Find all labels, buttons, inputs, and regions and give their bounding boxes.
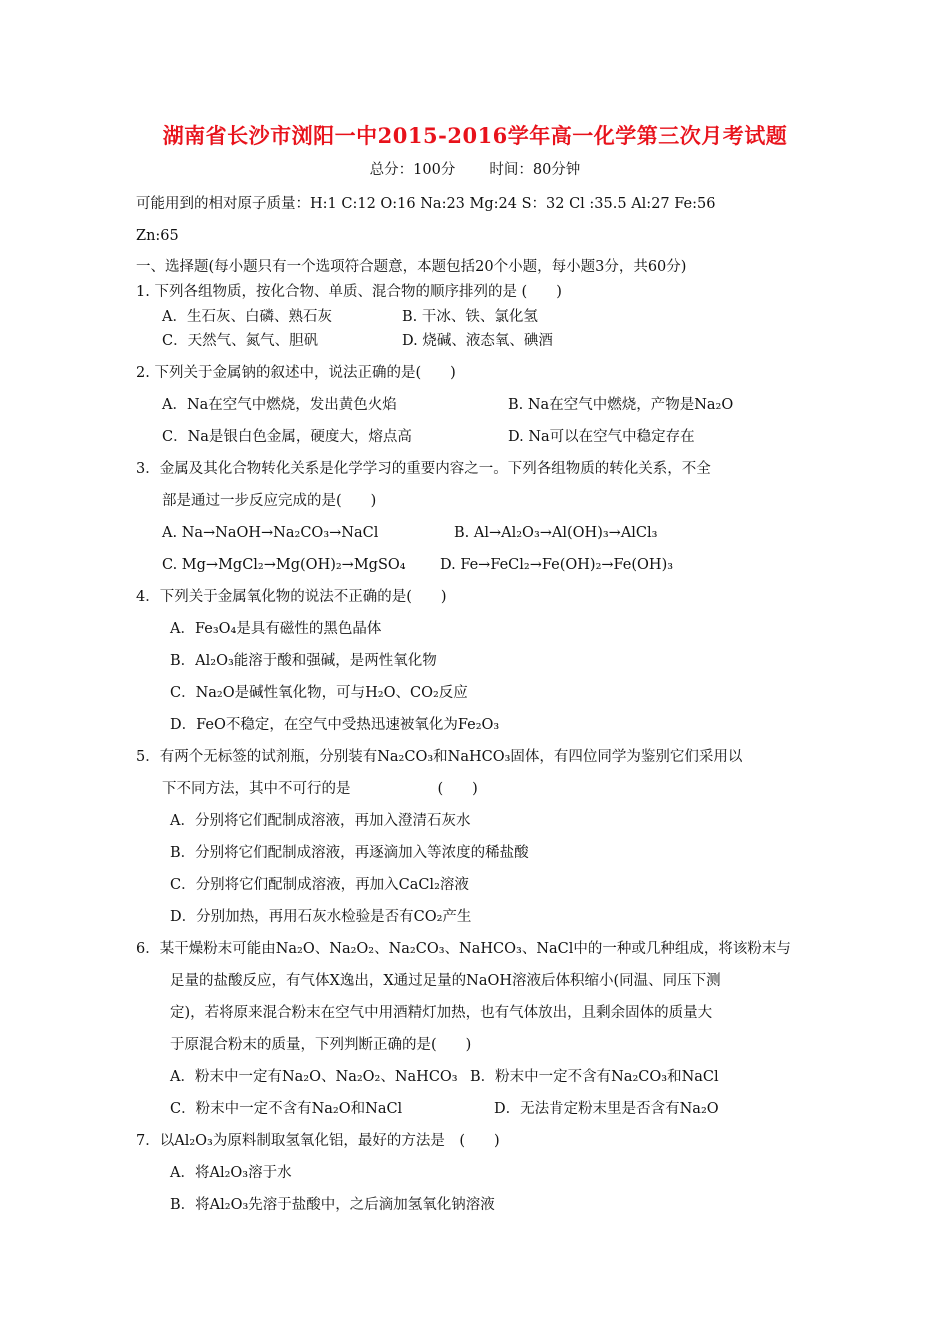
exam-info — [0, 158, 950, 179]
question-5-option-b: B．分别将它们配制成溶液，再逐滴加入等浓度的稀盐酸 — [170, 845, 529, 861]
section-heading: 一、选择题(每小题只有一个选项符合题意，本题包括20个小题，每小题3分，共60分) — [136, 259, 687, 275]
question-6-stem-line-2: 足量的盐酸反应，有气体X逸出，X通过足量的NaOH溶液后体积缩小(同温、同压下测 — [170, 973, 721, 989]
question-4-option-d: D．FeO不稳定，在空气中受热迅速被氧化为Fe₂O₃ — [170, 717, 500, 733]
question-3-option-d: D. Fe→FeCl₂→Fe(OH)₂→Fe(OH)₃ — [440, 557, 674, 573]
question-1-option-d: D. 烧碱、液态氧、碘酒 — [402, 333, 553, 349]
question-4-stem: 4．下列关于金属氧化物的说法不正确的是( ) — [136, 589, 447, 605]
question-3-option-c: C. Mg→MgCl₂→Mg(OH)₂→MgSO₄ — [162, 557, 406, 573]
question-5-option-a: A．分别将它们配制成溶液，再加入澄清石灰水 — [170, 813, 471, 829]
question-5-option-d: D．分别加热，再用石灰水检验是否有CO₂产生 — [170, 909, 472, 925]
question-6-option-a: A．粉末中一定有Na₂O、Na₂O₂、NaHCO₃ — [170, 1069, 458, 1085]
question-3-stem-line-2: 部是通过一步反应完成的是( ) — [162, 493, 377, 509]
question-5-stem-line-1: 5．有两个无标签的试剂瓶，分别装有Na₂CO₃和NaHCO₃固体，有四位同学为鉴别它们采用以 — [136, 749, 743, 765]
question-1-option-b: B. 干冰、铁、氯化氢 — [402, 309, 538, 325]
question-4-option-c: C．Na₂O是碱性氧化物，可与H₂O、CO₂反应 — [170, 685, 468, 701]
exam-time: 时间：80分钟 — [489, 162, 581, 178]
question-6-stem-line-3: 定)，若将原来混合粉末在空气中用酒精灯加热，也有气体放出，且剩余固体的质量大 — [170, 1005, 713, 1021]
question-1-option-c: C．天然气、氮气、胆矾 — [162, 333, 319, 349]
question-2-option-b: B. Na在空气中燃烧，产物是Na₂O — [508, 397, 734, 413]
question-2-option-d: D. Na可以在空气中稳定存在 — [508, 429, 695, 445]
question-6-option-c: C．粉末中一定不含有Na₂O和NaCl — [170, 1101, 403, 1117]
question-6-option-b: B．粉末中一定不含有Na₂CO₃和NaCl — [470, 1069, 719, 1085]
question-6-stem-line-1: 6．某干燥粉末可能由Na₂O、Na₂O₂、Na₂CO₃、NaHCO₃、NaCl中的一种或几种组成，将该粉末与 — [136, 941, 791, 957]
question-7-option-b: B．将Al₂O₃先溶于盐酸中，之后滴加氢氧化钠溶液 — [170, 1197, 495, 1213]
question-1-option-a: A．生石灰、白磷、熟石灰 — [162, 309, 332, 325]
question-2-option-c: C．Na是银白色金属，硬度大，熔点高 — [162, 429, 412, 445]
page-title: 湖南省长沙市浏阳一中2015-2016学年高一化学第三次月考试题 — [162, 123, 788, 148]
question-6-option-d: D．无法肯定粉末里是否含有Na₂O — [494, 1101, 719, 1117]
question-4-option-a: A．Fe₃O₄是具有磁性的黑色晶体 — [170, 621, 382, 637]
total-score: 总分：100分 — [369, 162, 456, 178]
question-1-stem: 1. 下列各组物质，按化合物、单质、混合物的顺序排列的是 ( ) — [136, 284, 562, 300]
question-4-option-b: B．Al₂O₃能溶于酸和强碱，是两性氧化物 — [170, 653, 437, 669]
question-5-option-c: C．分别将它们配制成溶液，再加入CaCl₂溶液 — [170, 877, 469, 893]
atomic-mass-line-1: 可能用到的相对原子质量：H:1 C:12 O:16 Na:23 Mg:24 S：32 Cl :35.5 Al:27 Fe:56 — [136, 196, 716, 212]
question-2-option-a: A．Na在空气中燃烧，发出黄色火焰 — [162, 397, 397, 413]
question-3-option-a: A. Na→NaOH→Na₂CO₃→NaCl — [162, 525, 379, 541]
question-2-stem: 2. 下列关于金属钠的叙述中，说法正确的是( ) — [136, 365, 456, 381]
question-6-stem-line-4: 于原混合粉末的质量，下列判断正确的是( ) — [170, 1037, 472, 1053]
question-7-stem: 7．以Al₂O₃为原料制取氢氧化铝，最好的方法是 ( ) — [136, 1133, 500, 1149]
question-3-option-b: B. Al→Al₂O₃→Al(OH)₃→AlCl₃ — [454, 525, 658, 541]
atomic-mass-line-2: Zn:65 — [136, 228, 179, 244]
question-7-option-a: A．将Al₂O₃溶于水 — [170, 1165, 292, 1181]
question-5-stem-line-2: 下不同方法，其中不可行的是 ( ) — [162, 781, 478, 797]
question-3-stem-line-1: 3．金属及其化合物转化关系是化学学习的重要内容之一。下列各组物质的转化关系，不全 — [136, 461, 711, 477]
